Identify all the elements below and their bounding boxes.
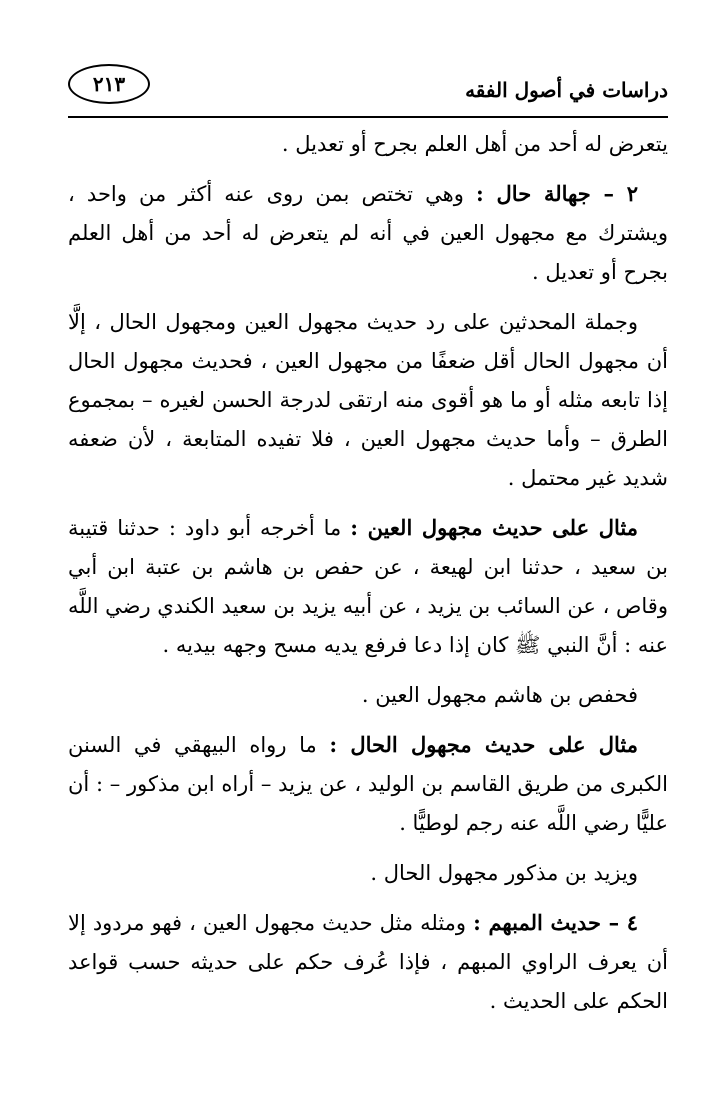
paragraph-lead: ٤ – حديث المبهم : [473,910,638,935]
paragraph [68,903,668,1021]
page-header [68,62,668,112]
paragraph-text: يتعرض له أحد من أهل العلم بجرح أو تعديل . [281,132,668,156]
page-number: ٢١٣ [68,64,150,104]
paragraph-lead: مثال على حديث مجهول العين : [350,515,638,540]
header-rule [68,116,668,118]
paragraph [68,174,668,292]
paragraph-text: ومثله مثل حديث مجهول العين ، فهو مردود إلا أن يعرف الراوي المبهم ، فإذا عُرف حكم على حديثه حسب قواعد الحكم على الحديث . [68,911,668,1013]
paragraph-lead: مثال على حديث مجهول الحال : [329,732,639,757]
paragraph [68,853,668,893]
body-text [68,124,668,1031]
paragraph-text: ما رواه البيهقي في السنن الكبرى من طريق القاسم بن الوليد ، عن يزيد – أراه ابن مذكور – : أن عليًّا رضي اللَّه عنه رجم لوطيًّا . [68,733,668,835]
paragraph [68,302,668,498]
paragraph-text: ويزيد بن مذكور مجهول الحال . [370,861,638,885]
paragraph [68,675,668,715]
paragraph-text: وهي تختص بمن روى عنه أكثر من واحد ، ويشترك مع مجهول العين في أنه لم يتعرض له أحد من أهل العلم بجرح أو تعديل . [68,182,668,284]
paragraph [68,124,668,164]
running-title: دراسات في أصول الفقه [465,78,668,102]
paragraph-text: فحفص بن هاشم مجهول العين . [361,683,638,707]
paragraph [68,508,668,665]
paragraph-text: ما أخرجه أبو داود : حدثنا قتيبة بن سعيد ، حدثنا ابن لهيعة ، عن حفص بن هاشم بن عتبة ابن أبي وقاص ، عن السائب بن يزيد ، عن أبيه يزيد بن سعيد الكندي رضي اللَّه عنه : أنَّ النبي ﷺ كان إذا دعا فرفع يديه مسح وجهه بيديه . [67,516,668,657]
paragraph [68,725,668,843]
paragraph-lead: ٢ – جهالة حال : [476,181,639,206]
paragraph-text: وجملة المحدثين على رد حديث مجهول العين ومجهول الحال ، إلَّا أن مجهول الحال أقل ضعفًا من مجهول العين ، فحديث مجهول الحال إذا تابعه مثله أو ما هو أقوى منه ارتقى لدرجة الحسن لغيره – بمجموع الطرق – وأما حديث مجهول العين ، فلا تفيده المتابعة ، لأن ضعفه شديد غير محتمل . [68,310,668,490]
